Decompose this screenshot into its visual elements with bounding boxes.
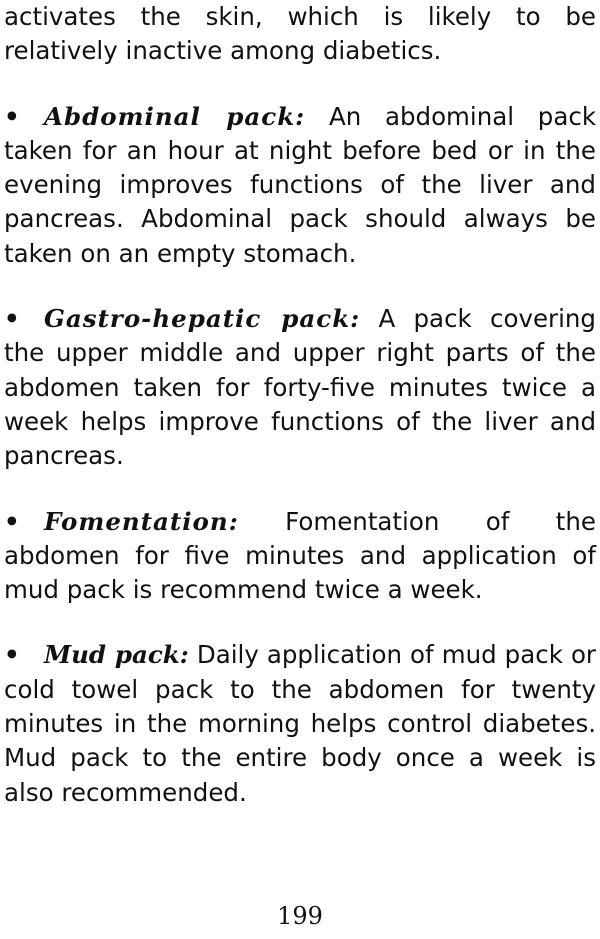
item-text: An abdominal pack taken for an hour at night before bed or in the evening improves functions of the liver and pancreas. Abdominal pack should always be taken on an empty stomach. <box>4 101 597 268</box>
item-term: Abdominal pack: <box>44 101 306 131</box>
list-item-fomentation <box>4 505 596 608</box>
item-text: A pack covering the upper middle and upper right parts of the abdomen taken for forty-five minutes twice a week helps improve functions of the liver and pancreas. <box>4 304 596 471</box>
bullet-marker: • <box>4 304 20 334</box>
item-term: Mud pack: <box>44 640 189 670</box>
item-term: Fomentation: <box>44 506 239 536</box>
book-page <box>4 0 596 939</box>
list-item-gastro-hepatic-pack <box>4 302 596 473</box>
intro-paragraph: activates the skin, which is likely to be relatively inactive among diabetics. <box>4 2 596 66</box>
bullet-marker: • <box>4 506 20 536</box>
item-text: Fomentation of the abdomen for five minutes and application of mud pack is recommend twice a week. <box>4 506 596 605</box>
page-number: 199 <box>277 902 323 930</box>
bullet-marker: • <box>4 640 20 670</box>
list-item-mud-pack <box>4 638 596 809</box>
list-item-abdominal-pack <box>4 100 596 271</box>
item-text: Daily application of mud pack or cold towel pack to the abdomen for twenty minutes in the morning helps control diabetes. Mud pack to the entire body once a week is also recommended. <box>4 640 597 807</box>
item-term: Gastro-hepatic pack: <box>44 304 361 334</box>
bullet-marker: • <box>4 101 20 131</box>
